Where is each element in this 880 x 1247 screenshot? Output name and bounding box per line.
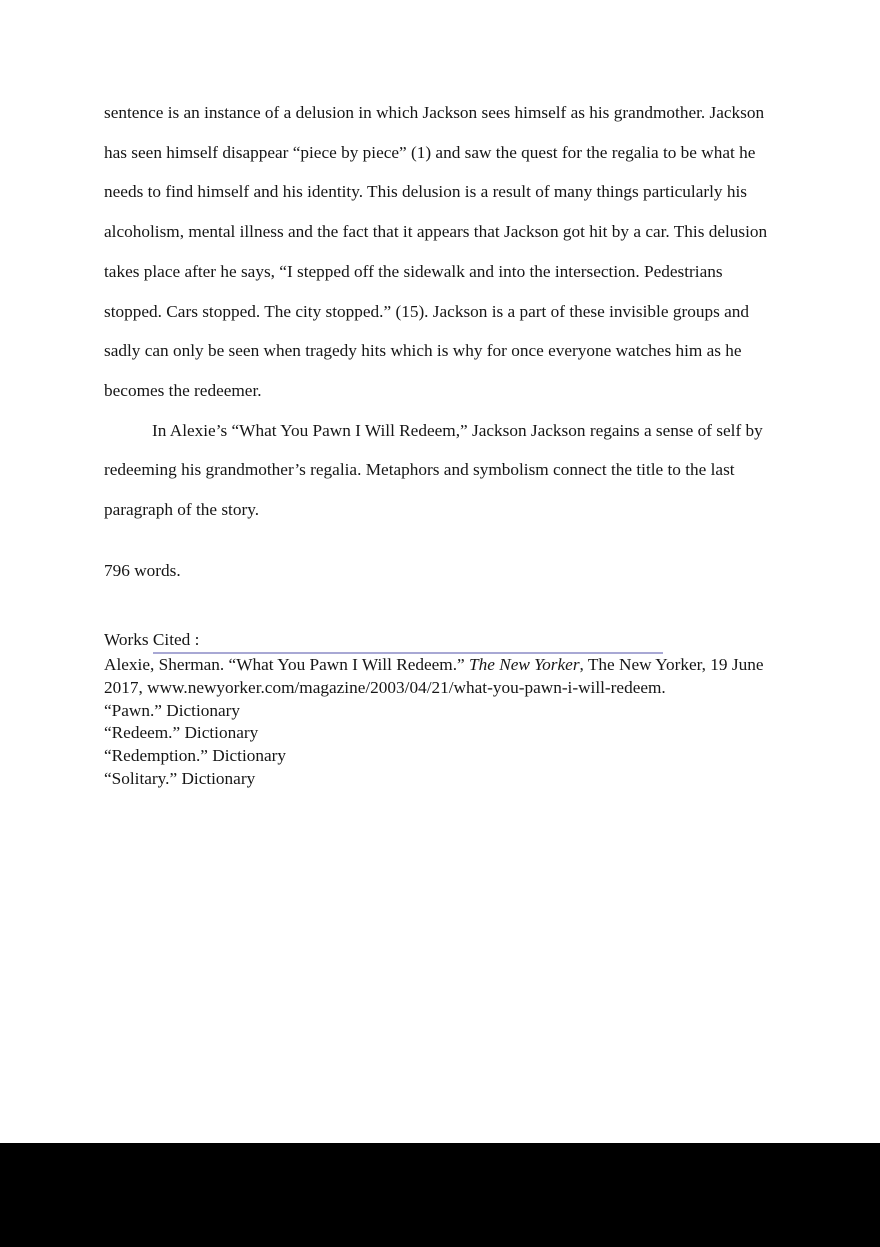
works-cited-entry: “Pawn.” Dictionary: [104, 700, 241, 720]
essay-paragraph-continuation: sentence is an instance of a delusion in which Jackson sees himself as his grandmother. Jackson has seen himself disappear “piece by piece” (1) and saw the quest for the regalia to be what he needs to find himself and his identity. This delusion is a result of many things particularly his alcoholism, mental illness and the fact that it appears that Jackson got hit by a car. This delusion takes place after he says, “I stepped off the sidewalk and into the intersection. Pedestrians stopped. Cars stopped. The city stopped.” (15). Jackson is a part of these invisible groups and sadly can only be seen when tragedy hits which is why for once everyone watches him as he becomes the redeemer.: [104, 103, 768, 400]
works-cited-heading: [104, 629, 776, 654]
works-cited-section: [104, 629, 776, 790]
citation-author-title: Alexie, Sherman. “What You Pawn I Will Redeem.”: [104, 655, 469, 675]
essay-conclusion-paragraph: In Alexie’s “What You Pawn I Will Redeem,” Jackson Jackson regains a sense of self by redeeming his grandmother’s regalia. Metaphors and symbolism connect the title to the last paragraph of the story.: [104, 420, 763, 520]
works-cited-heading-underlined: Cited :: [153, 629, 663, 654]
essay-content: [104, 93, 776, 790]
works-cited-entry: “Redeem.” Dictionary: [104, 723, 259, 743]
works-cited-entry: “Solitary.” Dictionary: [104, 768, 256, 788]
viewer-background-band: [0, 1143, 880, 1247]
works-cited-heading-prefix: Works: [104, 630, 153, 650]
works-cited-entry: “Redemption.” Dictionary: [104, 745, 287, 765]
citation-publication-italic: The New Yorker: [469, 655, 580, 675]
works-cited-citation: [104, 654, 776, 699]
citation-publisher-date-url: , The New Yorker, 19 June 2017, www.newyorker.com/magazine/2003/04/21/what-you-pawn-i-will-redeem.: [104, 655, 764, 697]
word-count-text: 796 words.: [104, 560, 181, 580]
